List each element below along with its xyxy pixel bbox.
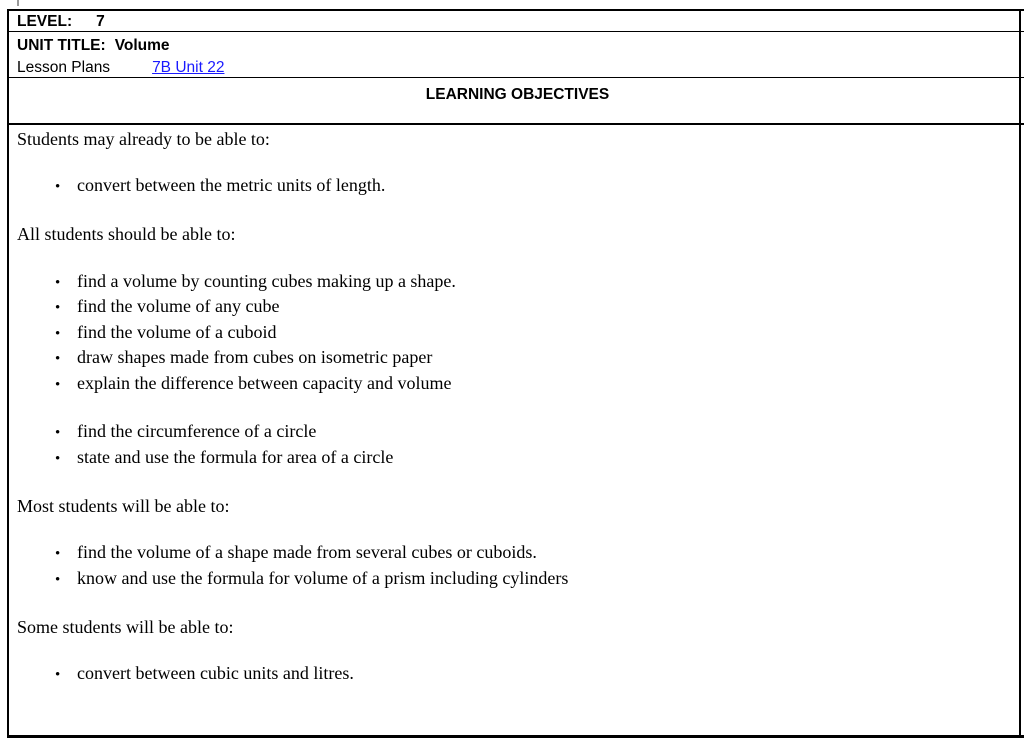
blank-line — [17, 397, 1014, 420]
objective-text: convert between the metric units of length. — [77, 175, 386, 196]
bullet-icon: • — [55, 376, 61, 393]
bullet-icon: • — [55, 667, 61, 684]
bullet-icon: • — [55, 179, 61, 196]
blank-line — [17, 592, 1014, 615]
unit-title-line — [17, 35, 1024, 57]
objective-bullet-item — [17, 174, 1014, 199]
bullet-icon: • — [55, 300, 61, 317]
bullet-icon: • — [55, 274, 61, 291]
objective-text: find the circumference of a circle — [77, 421, 317, 442]
bullet-icon: • — [55, 546, 61, 563]
objective-bullet-item — [17, 662, 1014, 687]
objective-text: explain the difference between capacity and volume — [77, 372, 452, 393]
lesson-plans-line — [17, 57, 1024, 79]
lesson-plan-table — [7, 9, 1024, 738]
objective-bullet-item — [17, 372, 1014, 397]
objective-group-heading: Students may already to be able to: — [17, 128, 270, 149]
learning-objectives-header-row — [9, 78, 1024, 125]
objective-group-heading: Most students will be able to: — [17, 495, 230, 516]
lesson-plans-link[interactable]: 7B Unit 22 — [152, 58, 225, 76]
unit-title-label: UNIT TITLE: — [17, 36, 106, 54]
bullet-icon: • — [55, 325, 61, 342]
table-right-column-border — [1019, 11, 1021, 735]
objective-text: find the volume of any cube — [77, 296, 280, 317]
blank-line — [17, 247, 1014, 270]
objective-bullet-item — [17, 567, 1014, 592]
objective-text: know and use the formula for volume of a prism including cylinders — [77, 567, 569, 588]
objective-text: find a volume by counting cubes making up a shape. — [77, 270, 456, 291]
blank-line — [17, 200, 1014, 223]
bullet-icon: • — [55, 571, 61, 588]
objective-bullet-item — [17, 420, 1014, 445]
objective-text: draw shapes made from cubes on isometric paper — [77, 347, 433, 368]
blank-line — [17, 518, 1014, 541]
level-value: 7 — [96, 13, 105, 30]
objective-text: find the volume of a shape made from several cubes or cuboids. — [77, 542, 537, 563]
bullet-icon: • — [55, 425, 61, 442]
bullet-icon: • — [55, 351, 61, 368]
objective-bullet-item — [17, 541, 1014, 566]
objective-text: convert between cubic units and litres. — [77, 663, 354, 684]
objective-text: state and use the formula for area of a circle — [77, 446, 394, 467]
unit-title-row — [9, 32, 1024, 78]
learning-objectives-title: LEARNING OBJECTIVES — [425, 85, 610, 103]
objective-bullet-item — [17, 270, 1014, 295]
objective-group-heading: Some students will be able to: — [17, 616, 234, 637]
blank-line — [17, 151, 1014, 174]
objective-bullet-item — [17, 295, 1014, 320]
level-label: LEVEL: — [17, 13, 73, 30]
objective-text: find the volume of a cuboid — [77, 321, 277, 342]
blank-line — [17, 639, 1014, 662]
stray-artifact-mark — [17, 0, 19, 6]
level-row — [9, 11, 1024, 32]
learning-objectives-body — [9, 125, 1024, 688]
objective-bullet-item — [17, 346, 1014, 371]
lesson-plans-label: Lesson Plans — [17, 58, 111, 76]
objective-group-heading: All students should be able to: — [17, 224, 236, 245]
unit-title-value: Volume — [114, 36, 170, 54]
objective-bullet-item — [17, 446, 1014, 471]
objective-bullet-item — [17, 321, 1014, 346]
bullet-icon: • — [55, 450, 61, 467]
blank-line — [17, 471, 1014, 494]
